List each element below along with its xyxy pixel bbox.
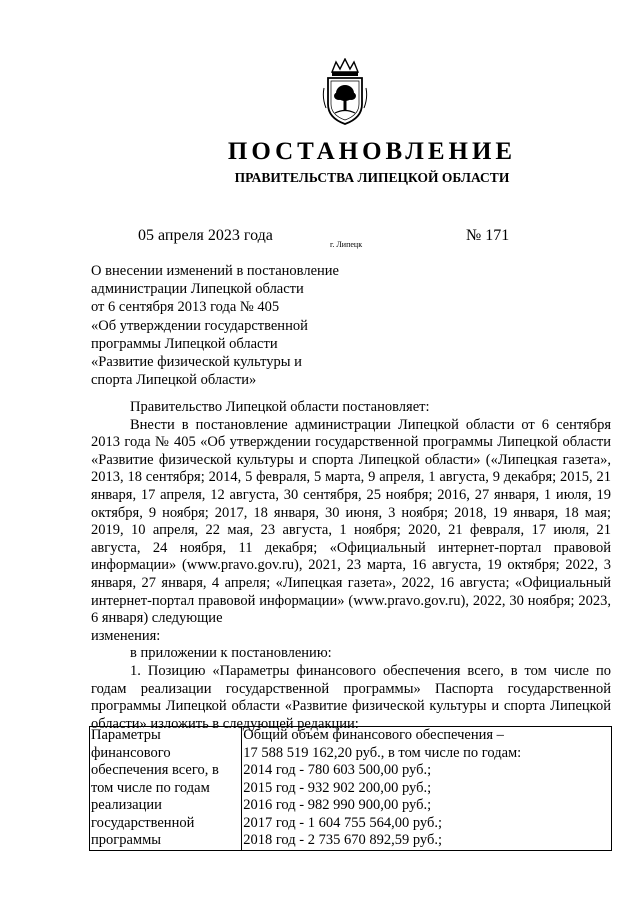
cell-line: 17 588 519 162,20 руб., в том числе по годам: (243, 744, 522, 761)
cell-line: государственной (91, 814, 195, 831)
table-row (90, 727, 612, 851)
cell-line: обеспечения всего, в (91, 762, 219, 778)
table-cell-parameter (90, 727, 242, 851)
cell-line: 2016 год - 982 990 900,00 руб.; (243, 797, 432, 813)
subject-line: «Об утверждении государственной (91, 317, 308, 334)
subject-line: О внесении изменений в постановление (91, 263, 339, 279)
subject-line: администрации Липецкой области (91, 281, 304, 298)
table-cell-value (242, 727, 612, 851)
document-body (91, 399, 611, 733)
subject-line: от 6 сентября 2013 года № 405 (91, 299, 280, 316)
document-subject (91, 262, 339, 389)
cell-line: программы (91, 832, 161, 848)
cell-line: 2015 год - 932 902 200,00 руб.; (243, 779, 432, 796)
document-number: № 171 (466, 227, 510, 244)
subject-line: программы Липецкой области (91, 335, 278, 352)
paragraph-item-1: 1. Позицию «Параметры финансового обеспечения всего, в том числе по годам реализации государственной программы» Паспорта государственной программы Липецкой области «Развитие физической культуры и спорта Липецкой области» изложить в следующей редакции: (91, 662, 611, 732)
cell-line: Общий объем финансового обеспечения – (243, 727, 504, 743)
paragraph-appendix: в приложении к постановлению: (130, 645, 332, 662)
cell-line: том числе по годам (91, 779, 210, 796)
cell-line: финансового (91, 744, 171, 761)
financing-table (89, 726, 612, 851)
paragraph-amendment-end: изменения: (91, 627, 161, 644)
preamble: Правительство Липецкой области постановляет: (130, 399, 430, 415)
cell-line: 2014 год - 780 603 500,00 руб.; (243, 762, 432, 778)
subject-line: «Развитие физической культуры и (91, 354, 302, 371)
cell-line: 2018 год - 2 735 670 892,59 руб.; (243, 832, 442, 848)
document-subtitle: ПРАВИТЕЛЬСТВА ЛИПЕЦКОЙ ОБЛАСТИ (234, 170, 510, 185)
document-date: 05 апреля 2023 года (138, 227, 273, 244)
document-city: г. Липецк (330, 240, 363, 249)
subject-line: спорта Липецкой области» (91, 372, 257, 389)
cell-line: реализации (91, 797, 162, 813)
cell-line: Параметры (91, 727, 161, 743)
paragraph-amendment: Внести в постановление администрации Липецкой области от 6 сентября 2013 года № 405 «Об утверждении государственной программы Липецкой области «Развитие физической культуры и спорта Липецкой области» («Липецкая газета», 2013, 18 сентября; 2014, 5 февраля, 5 марта, 9 апреля, 1 августа, 9 декабря; 2015, 21 января, 17 апреля, 12 августа, 30 сентября, 25 ноября; 2016, 27 января, 1 июля, 19 октября, 9 ноября; 2017, 18 января, 30 июня, 3 ноября; 2018, 19 января, 18 мая; 2019, 10 апреля, 22 мая, 23 августа, 1 ноября; 2020, 21 февраля, 17 июля, 21 августа, 24 ноября, 11 декабря; «Официальный интернет-портал правовой информации» (www.pravo.gov.ru), 2021, 23 марта, 16 августа, 19 октября; 2022, 3 января, 27 января, 4 апреля; «Липецкая газета», 2022, 16 августа; «Официальный интернет-портал правовой информации» (www.pravo.gov.ru), 2022, 30 ноября; 2023, 6 января) следующие (91, 416, 611, 627)
lipetsk-coat-of-arms-icon (322, 58, 368, 126)
document-title: ПОСТАНОВЛЕНИЕ (227, 138, 517, 165)
cell-line: 2017 год - 1 604 755 564,00 руб.; (243, 814, 442, 831)
